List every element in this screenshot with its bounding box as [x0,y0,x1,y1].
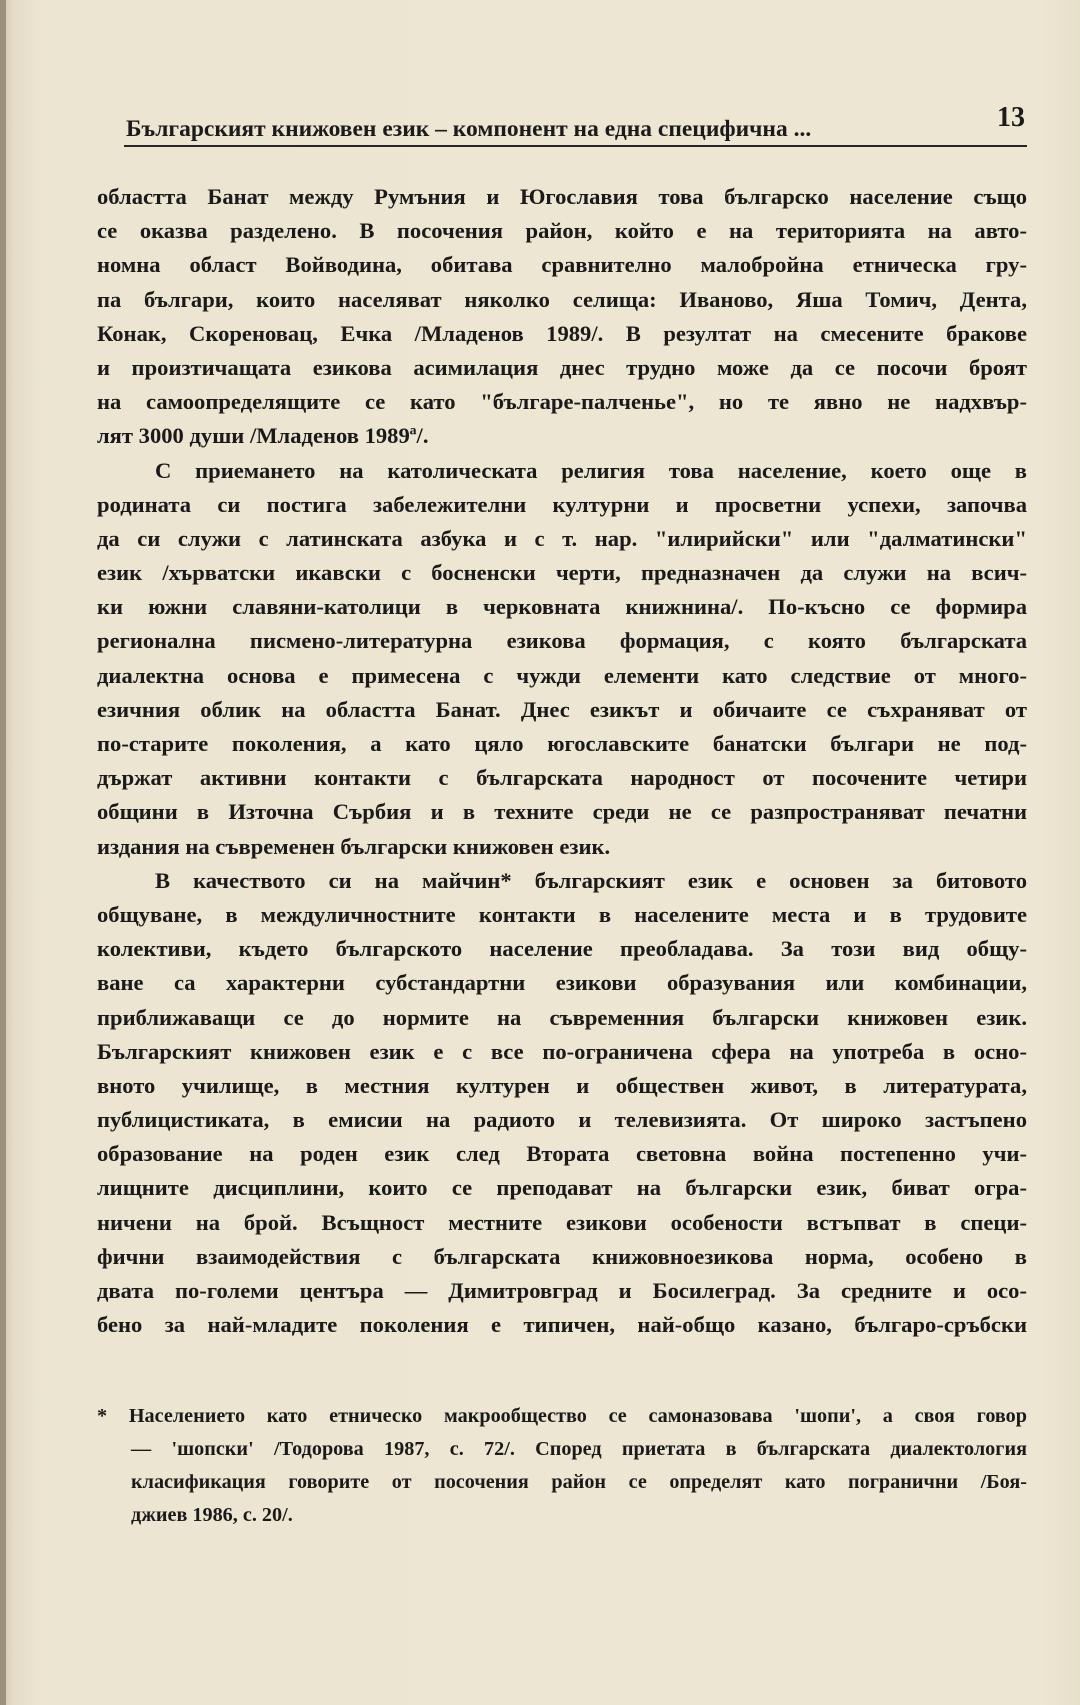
running-header [126,102,1031,144]
footnote [97,1400,1027,1532]
text-line: приближаващи се до нормите на съвременния български книжовен език. [97,1004,1027,1030]
main-text [97,180,1027,1342]
footnote-line: * Населението като етническо макрообщество се самоназовава 'шопи', а своя говор [97,1405,1027,1427]
footnote-line: — 'шопски' /Тодорова 1987, с. 72/. Според приетата в българската диалектология [131,1438,1027,1460]
text-line: по-старите поколения, а като цяло югославските банатски българи не под- [97,731,1027,756]
text-line: Конак, Скореновац, Ечка /Младенов 1989/. В резултат на смесените бракове [97,320,1027,346]
text-line: вното училище, в местния културен и обществен живот, в литературата, [97,1072,1027,1098]
paragraph-first-line: С приемането на католическата религия това население, което още в [155,457,1027,483]
text-line: образование на роден език след Втората световна война постепенно учи- [97,1141,1027,1167]
text-line: държат активни контакти с българската народност от посочените четири [97,765,1027,791]
text-line: общуване, в междуличностните контакти в населените места и в трудовите [97,901,1027,927]
page-number: 13 [997,102,1025,133]
footnote-line: джиев 1986, с. 20/. [131,1504,293,1526]
text-line: езичния облик на областта Банат. Днес езикът и обичаите се съхраняват от [97,696,1027,722]
running-title: Българският книжовен език – компонент на една специфична ... [126,116,812,142]
text-line: език /хърватски икавски с босненски черти, предназначен да служи на всич- [97,560,1027,586]
text-line: па българи, които населяват няколко селища: Иваново, Яша Томич, Дента, [97,286,1027,312]
page-spine-shadow [0,0,6,1705]
text-line: издания на съвременен български книжовен език. [97,833,611,859]
text-line: Българският книжовен език е с все по-ограничена сфера на употреба в осно- [97,1038,1027,1064]
text-line: диалектна основа е примесена с чужди елементи като следствие от много- [97,662,1027,688]
text-line: бено за най-младите поколения е типичен, най-общо казано, българо-сръбски [97,1312,1027,1338]
text-line: колективи, където българското население преобладава. За този вид общу- [97,936,1027,962]
text-line: ничени на брой. Всъщност местните езикови особености встъпват в специ- [97,1209,1027,1235]
text-line: на самоопределящите се като "българе-палченьe", но те явно не надхвър- [97,389,1027,415]
text-line: лищните дисциплини, които се преподават на български език, биват огра- [97,1175,1027,1201]
paragraph-first-line: В качеството си на майчин* българският език е основен за битовото [155,867,1027,893]
text-line: регионална писмено-литературна езикова формация, с която българската [97,628,1027,654]
text-line: ки южни славяни-католици в черковната книжнина/. По-късно се формира [97,594,1027,620]
text-line: публицистиката, в емисии на радиото и телевизията. От широко застъпено [97,1107,1027,1133]
text-line: номна област Войводина, обитава сравнително малобройна етническа гру- [97,252,1027,278]
text-line: лят 3000 души /Младенов 1989ª/. [97,423,429,449]
text-line: двата по-големи центъра — Димитровград и Босилеград. За средните и осо- [97,1278,1027,1303]
text-line: областта Банат между Румъния и Югославия това българско население също [97,184,1027,209]
text-line: фични взаимодействия с българската книжовноезикова норма, особено в [97,1243,1027,1269]
text-line: ване са характерни субстандартни езикови образувания или комбинации, [97,970,1027,996]
text-line: и произтичащата езикова асимилация днес трудно може да се посочи броят [97,354,1027,380]
footnote-line: класификация говорите от посочения район се определят като погранични /Боя- [131,1471,1027,1493]
text-line: родината си постига забележителни културни и просветни успехи, започва [97,491,1027,517]
text-line: да си служи с латинската азбука и с т. нар. "илирийски" или "далматински" [97,525,1027,551]
header-rule [124,145,1027,147]
text-line: се оказва разделено. В посочения район, който е на територията на авто- [97,218,1027,244]
text-line: общини в Източна Сърбия и в техните среди не се разпространяват печатни [97,799,1027,825]
